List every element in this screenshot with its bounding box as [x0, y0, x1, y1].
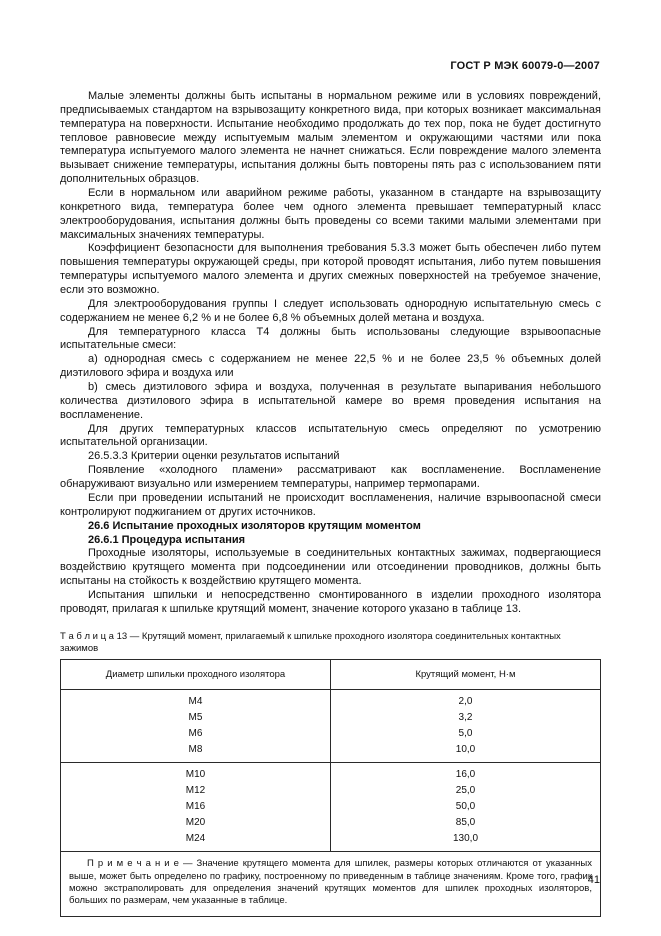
cell-torque: 16,0	[331, 763, 601, 783]
paragraph: Для других температурных классов испытательную смесь определяют по усмотрению испытательной организации.	[60, 422, 601, 449]
table-row	[61, 742, 601, 763]
cell-size: М24	[185, 833, 206, 845]
cell-torque: 25,0	[331, 783, 601, 799]
list-item-b: b) смесь диэтилового эфира и воздуха, полученная в результате выпаривания небольшого количества диэтилового эфира в испытательной камере во время проведения испытания на воспламенение.	[60, 381, 601, 421]
cell-size: М10	[185, 769, 206, 781]
paragraph: Если при проведении испытаний не происходит воспламенения, наличие взрывоопасной смеси контролируют поджиганием от других источников.	[60, 491, 601, 518]
paragraph: Если в нормальном или аварийном режиме работы, указанном в стандарте на взрывозащиту конкретного вида, температура более чем одного элемента превышает температурный класс электрооборудования, испытания должны быть проведены со всеми такими малыми элементами при максимальных значениях температуры.	[60, 187, 601, 241]
table-group-large-sizes	[61, 763, 601, 852]
cell-size: М4	[188, 696, 203, 708]
cell-size: М20	[185, 817, 206, 829]
table-row	[61, 726, 601, 742]
body-text	[60, 90, 601, 917]
cell-torque: 85,0	[331, 815, 601, 831]
standard-designation: ГОСТ Р МЭК 60079-0—2007	[450, 60, 600, 72]
table-note: П р и м е ч а н и е — Значение крутящего момента для шпилек, размеры которых отличаются от указанных выше, может быть определено по графику, построенному по приведенным в таблице значениям. Кроме того, график можно экстраполировать для определения значений крутящих моментов для шпилек проходных изоляторов, больших по размерам, чем указанные в таблице.	[69, 858, 592, 907]
torque-table	[60, 659, 601, 916]
table-row	[61, 690, 601, 710]
paragraph: Для температурного класса Т4 должны быть использованы следующие взрывоопасные испытательные смеси:	[60, 325, 601, 352]
table-header-row	[61, 660, 601, 690]
table-note-cell	[61, 852, 601, 916]
cell-torque: 3,2	[331, 710, 601, 726]
paragraph: Появление «холодного пламени» рассматривают как воспламенение. Воспламенение обнаруживают визуально или измерением температуры, например термопарами.	[60, 464, 601, 491]
table-caption: Т а б л и ц а 13 — Крутящий момент, прилагаемый к шпильке проходного изолятора соединительных контактных зажимов	[60, 630, 561, 654]
column-header-torque: Крутящий момент, Н·м	[331, 660, 601, 690]
subclause-heading: 26.5.3.3 Критерии оценки результатов испытаний	[88, 450, 340, 463]
table-row	[61, 831, 601, 852]
cell-size: М8	[188, 744, 203, 756]
paragraph: Испытания шпильки и непосредственно смонтированного в изделии проходного изолятора проводят, прилагая к шпильке крутящий момент, значение которого указано в таблице 13.	[60, 588, 601, 615]
section-heading: 26.6 Испытание проходных изоляторов крутящим моментом	[88, 519, 421, 532]
table-row	[61, 763, 601, 783]
paragraph: Коэффициент безопасности для выполнения требования 5.3.3 может быть обеспечен либо путем повышения температуры окружающей среды, при которой проводят испытания, либо путем повышения температуры испытуемого малого элемента и других смежных поверхностей на требуемое значение, если это возможно.	[60, 242, 601, 297]
table-row	[61, 783, 601, 799]
cell-size: М12	[185, 785, 206, 797]
cell-torque: 130,0	[331, 831, 601, 852]
table-row	[61, 799, 601, 815]
cell-size: М6	[188, 728, 203, 740]
table-group-small-sizes	[61, 690, 601, 763]
cell-size: М5	[188, 712, 203, 724]
cell-torque: 5,0	[331, 726, 601, 742]
paragraph: Для электрооборудования группы I следует использовать однородную испытательную смесь с содержанием не менее 6,2 % и не более 6,8 % объемных долей метана и воздуха.	[60, 297, 601, 324]
cell-size: М16	[185, 801, 206, 813]
column-header-diameter: Диаметр шпильки проходного изолятора	[61, 660, 331, 690]
subsection-heading: 26.6.1 Процедура испытания	[88, 533, 246, 546]
paragraph: Проходные изоляторы, используемые в соединительных контактных зажимах, подвергающиеся воздействию крутящего момента при подсоединении или отсоединении проводников, должны быть испытаны на стойкость к воздействию крутящего момента.	[60, 547, 601, 588]
table-row	[61, 815, 601, 831]
table-row	[61, 710, 601, 726]
paragraph: Малые элементы должны быть испытаны в нормальном режиме или в условиях повреждений, предписываемых стандартом на взрывозащиту конкретного вида, при которых возникает максимальная температура на поверхности. Испытание необходимо продолжать до тех пор, пока не будет достигнуто тепловое равновесие между испытуемым малым элементом и окружающими частями или пока температура испытуемого малого элемента не начнет снижаться. Если повреждение малого элемента вызывает снижение температуры, испытания должны быть повторены пять раз с использованием пяти дополнительных образцов.	[60, 90, 601, 186]
cell-torque: 10,0	[331, 742, 601, 763]
list-item-a: a) однородная смесь с содержанием не менее 22,5 % и не более 23,5 % объемных долей диэтилового эфира и воздуха или	[60, 353, 601, 380]
cell-torque: 2,0	[331, 690, 601, 710]
page-number: 41	[587, 874, 600, 886]
table-note-row	[61, 852, 601, 916]
cell-torque: 50,0	[331, 799, 601, 815]
